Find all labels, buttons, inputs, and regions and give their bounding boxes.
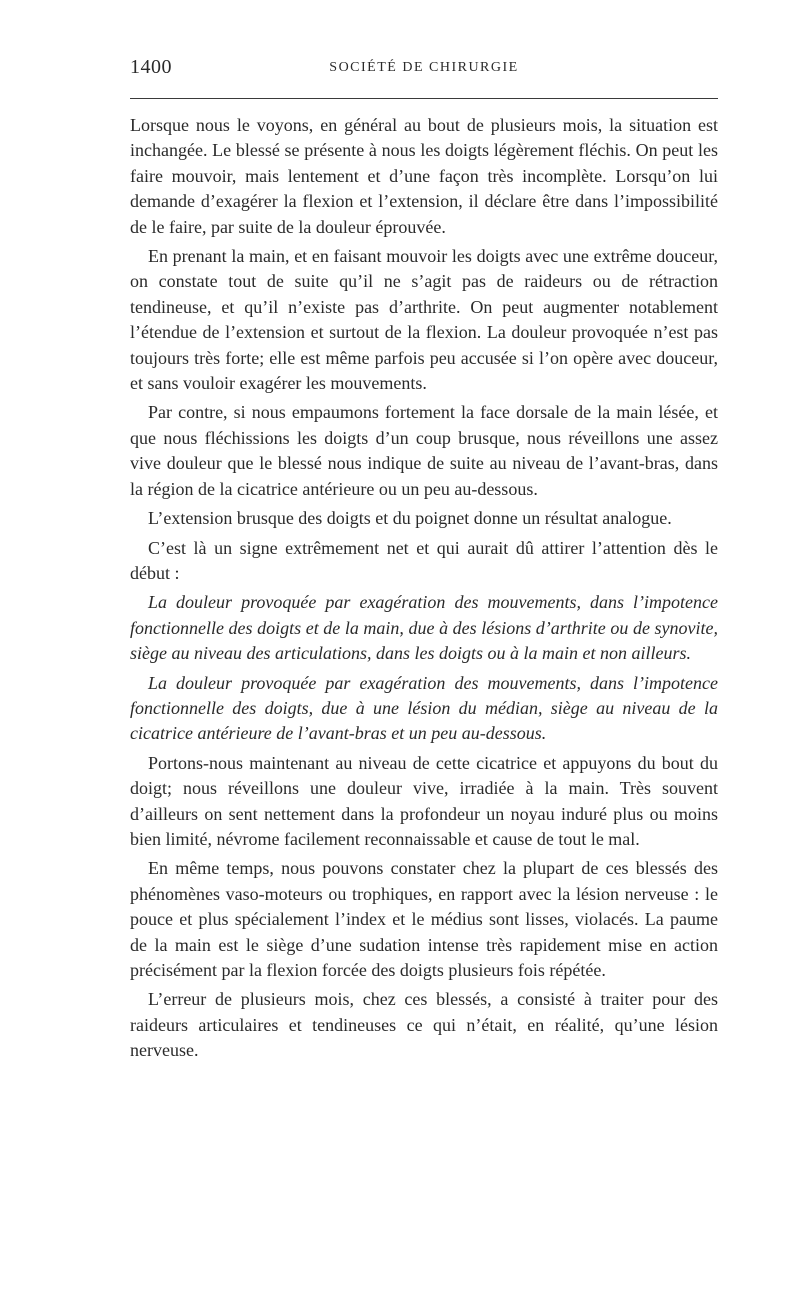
italic-paragraph: La douleur provoquée par exagération des mouvements, dans l’impotence fonctionnelle des doigts, due à une lésion du médian, siège au niveau de la cicatrice antérieure de l’avant-bras et un peu au-dessous. <box>130 672 718 744</box>
page-number: 1400 <box>130 56 172 78</box>
paragraph: En même temps, nous pouvons constater chez la plupart de ces blessés des phénomènes vaso-moteurs ou trophiques, en rapport avec la lésion nerveuse : le pouce et plus spécialement l’index et le médius sont lisses, violacés. La paume de la main est le siège d’une sudation intense très rapidement mise en action précisément par la flexion forcée des doigts plusieurs fois répétée. <box>130 858 718 980</box>
running-title: SOCIÉTÉ DE CHIRURGIE <box>329 60 519 75</box>
page-body <box>130 113 718 1068</box>
header-rule <box>130 98 718 99</box>
paragraph: Par contre, si nous empaumons fortement la face dorsale de la main lésée, et que nous fléchissions les doigts d’un coup brusque, nous réveillons une assez vive douleur que le blessé nous indique de suite au niveau de l’avant-bras, dans la région de la cicatrice antérieure ou un peu au-dessous. <box>130 402 718 499</box>
page-header <box>130 56 718 86</box>
paragraph: Lorsque nous le voyons, en général au bout de plusieurs mois, la situation est inchangée. Le blessé se présente à nous les doigts légèrement fléchis. On peut les faire mouvoir, mais lentement et d’une façon très incomplète. Lorsqu’on lui demande d’exagérer la flexion et l’extension, il déclare être dans l’impossibilité de le faire, par suite de la douleur éprouvée. <box>130 115 718 237</box>
paragraph: L’erreur de plusieurs mois, chez ces blessés, a consisté à traiter pour des raideurs articulaires et tendineuses ce qui n’était, en réalité, qu’une lésion nerveuse. <box>130 989 718 1061</box>
paragraph: L’extension brusque des doigts et du poignet donne un résultat analogue. <box>148 508 672 529</box>
paragraph: Portons-nous maintenant au niveau de cette cicatrice et appuyons du bout du doigt; nous réveillons une douleur vive, irradiée à la main. Très souvent d’ailleurs on sent nettement dans la profondeur un noyau induré plus ou moins bien limité, névrome facilement reconnaissable et cause de tout le mal. <box>130 752 718 849</box>
paragraph: C’est là un signe extrêmement net et qui aurait dû attirer l’attention dès le début : <box>130 537 718 583</box>
italic-paragraph: La douleur provoquée par exagération des mouvements, dans l’impotence fonctionnelle des doigts et de la main, due à des lésions d’arthrite ou de synovite, siège au niveau des articulations, dans les doigts ou à la main et non ailleurs. <box>130 592 718 664</box>
paragraph: En prenant la main, et en faisant mouvoir les doigts avec une extrême douceur, on constate tout de suite qu’il ne s’agit pas de raideurs ou de rétraction tendineuse, et qu’il n’existe pas d’arthrite. On peut augmenter notablement l’étendue de l’extension et surtout de la flexion. La douleur provoquée n’est pas toujours très forte; elle est même parfois peu accusée si l’on opère avec douceur, et sans vouloir exagérer les mouvements. <box>130 246 718 394</box>
